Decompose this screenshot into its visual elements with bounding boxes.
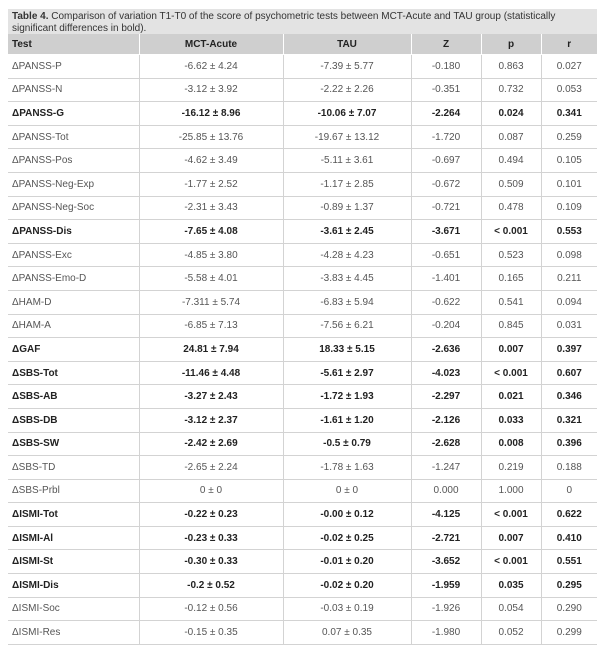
cell-tau: -0.01 ± 0.20: [283, 550, 411, 574]
table-row: [8, 456, 597, 480]
cell-test: ΔSBS-Prbl: [8, 479, 139, 503]
cell-p: 0.024: [481, 102, 541, 126]
cell-tau: -1.17 ± 2.85: [283, 172, 411, 196]
cell-z: -2.628: [411, 432, 481, 456]
cell-p: 0.052: [481, 621, 541, 645]
cell-z: -2.264: [411, 102, 481, 126]
cell-r: 0.397: [541, 338, 597, 362]
cell-r: 0.211: [541, 267, 597, 291]
cell-z: -4.125: [411, 503, 481, 527]
cell-test: ΔSBS-DB: [8, 408, 139, 432]
cell-r: 0.551: [541, 550, 597, 574]
cell-tau: -0.02 ± 0.25: [283, 526, 411, 550]
cell-r: 0.299: [541, 621, 597, 645]
cell-z: 0.000: [411, 479, 481, 503]
cell-tau: -10.06 ± 7.07: [283, 102, 411, 126]
cell-test: ΔISMI-Dis: [8, 574, 139, 598]
cell-mct-acute: -7.311 ± 5.74: [139, 290, 283, 314]
cell-tau: -3.61 ± 2.45: [283, 220, 411, 244]
cell-mct-acute: -6.85 ± 7.13: [139, 314, 283, 338]
cell-mct-acute: -0.15 ± 0.35: [139, 621, 283, 645]
cell-test: ΔISMI-Soc: [8, 597, 139, 621]
cell-p: 0.219: [481, 456, 541, 480]
cell-tau: -0.03 ± 0.19: [283, 597, 411, 621]
cell-z: -0.721: [411, 196, 481, 220]
cell-p: 0.845: [481, 314, 541, 338]
cell-z: -0.180: [411, 55, 481, 79]
cell-r: 0.321: [541, 408, 597, 432]
cell-p: 0.165: [481, 267, 541, 291]
cell-test: ΔPANSS-Emo-D: [8, 267, 139, 291]
cell-tau: -1.72 ± 1.93: [283, 385, 411, 409]
cell-mct-acute: -0.30 ± 0.33: [139, 550, 283, 574]
cell-tau: -5.11 ± 3.61: [283, 149, 411, 173]
table-row: [8, 408, 597, 432]
table-row: [8, 361, 597, 385]
cell-tau: -7.39 ± 5.77: [283, 55, 411, 79]
cell-mct-acute: 0 ± 0: [139, 479, 283, 503]
table-row: [8, 503, 597, 527]
cell-r: 0.027: [541, 55, 597, 79]
cell-test: ΔHAM-D: [8, 290, 139, 314]
cell-test: ΔPANSS-Dis: [8, 220, 139, 244]
table-row: [8, 243, 597, 267]
cell-p: < 0.001: [481, 220, 541, 244]
cell-test: ΔPANSS-Pos: [8, 149, 139, 173]
table-row: [8, 220, 597, 244]
cell-tau: -1.61 ± 1.20: [283, 408, 411, 432]
cell-test: ΔHAM-A: [8, 314, 139, 338]
table-row: [8, 267, 597, 291]
cell-z: -0.204: [411, 314, 481, 338]
cell-tau: -3.83 ± 4.45: [283, 267, 411, 291]
cell-mct-acute: -2.31 ± 3.43: [139, 196, 283, 220]
cell-tau: -7.56 ± 6.21: [283, 314, 411, 338]
cell-tau: 18.33 ± 5.15: [283, 338, 411, 362]
cell-r: 0.622: [541, 503, 597, 527]
cell-r: 0.105: [541, 149, 597, 173]
results-table: [8, 34, 597, 645]
cell-z: -0.651: [411, 243, 481, 267]
cell-z: -1.720: [411, 125, 481, 149]
cell-tau: -6.83 ± 5.94: [283, 290, 411, 314]
cell-r: 0.290: [541, 597, 597, 621]
table-row: [8, 526, 597, 550]
cell-mct-acute: -3.27 ± 2.43: [139, 385, 283, 409]
cell-z: -0.351: [411, 78, 481, 102]
column-header-tau: TAU: [283, 34, 411, 55]
cell-z: -2.297: [411, 385, 481, 409]
cell-mct-acute: -0.22 ± 0.23: [139, 503, 283, 527]
cell-p: 0.008: [481, 432, 541, 456]
cell-p: 0.494: [481, 149, 541, 173]
cell-test: ΔGAF: [8, 338, 139, 362]
cell-test: ΔPANSS-Exc: [8, 243, 139, 267]
cell-r: 0.410: [541, 526, 597, 550]
cell-test: ΔPANSS-Neg-Exp: [8, 172, 139, 196]
cell-tau: -0.89 ± 1.37: [283, 196, 411, 220]
cell-mct-acute: -0.2 ± 0.52: [139, 574, 283, 598]
table-row: [8, 78, 597, 102]
cell-z: -0.672: [411, 172, 481, 196]
cell-tau: -2.22 ± 2.26: [283, 78, 411, 102]
table-row: [8, 172, 597, 196]
table-row: [8, 290, 597, 314]
cell-r: 0: [541, 479, 597, 503]
cell-p: 1.000: [481, 479, 541, 503]
caption-label: Table 4.: [12, 11, 49, 22]
table-caption: [8, 9, 597, 34]
table-row: [8, 574, 597, 598]
cell-tau: 0 ± 0: [283, 479, 411, 503]
caption-text: Comparison of variation T1-T0 of the score of psychometric tests between MCT-Acute and TAU group (statistically significant differences in bold).: [12, 11, 556, 34]
table-row: [8, 125, 597, 149]
cell-z: -0.697: [411, 149, 481, 173]
cell-mct-acute: 24.81 ± 7.94: [139, 338, 283, 362]
cell-p: 0.863: [481, 55, 541, 79]
cell-mct-acute: -6.62 ± 4.24: [139, 55, 283, 79]
cell-tau: 0.07 ± 0.35: [283, 621, 411, 645]
cell-test: ΔPANSS-N: [8, 78, 139, 102]
cell-z: -4.023: [411, 361, 481, 385]
cell-r: 0.098: [541, 243, 597, 267]
table-row: [8, 314, 597, 338]
cell-r: 0.341: [541, 102, 597, 126]
cell-mct-acute: -3.12 ± 2.37: [139, 408, 283, 432]
cell-r: 0.553: [541, 220, 597, 244]
table-row: [8, 479, 597, 503]
cell-z: -2.721: [411, 526, 481, 550]
table-row: [8, 597, 597, 621]
cell-r: 0.094: [541, 290, 597, 314]
cell-z: -1.959: [411, 574, 481, 598]
cell-mct-acute: -25.85 ± 13.76: [139, 125, 283, 149]
cell-z: -0.622: [411, 290, 481, 314]
cell-mct-acute: -4.85 ± 3.80: [139, 243, 283, 267]
cell-mct-acute: -11.46 ± 4.48: [139, 361, 283, 385]
cell-test: ΔISMI-Res: [8, 621, 139, 645]
cell-test: ΔISMI-St: [8, 550, 139, 574]
cell-tau: -5.61 ± 2.97: [283, 361, 411, 385]
cell-mct-acute: -16.12 ± 8.96: [139, 102, 283, 126]
cell-test: ΔSBS-TD: [8, 456, 139, 480]
cell-mct-acute: -0.12 ± 0.56: [139, 597, 283, 621]
cell-test: ΔPANSS-Tot: [8, 125, 139, 149]
cell-tau: -0.02 ± 0.20: [283, 574, 411, 598]
cell-p: 0.087: [481, 125, 541, 149]
cell-p: 0.732: [481, 78, 541, 102]
table-row: [8, 55, 597, 79]
cell-mct-acute: -0.23 ± 0.33: [139, 526, 283, 550]
cell-tau: -19.67 ± 13.12: [283, 125, 411, 149]
cell-mct-acute: -5.58 ± 4.01: [139, 267, 283, 291]
table-container: [8, 9, 597, 645]
cell-z: -1.247: [411, 456, 481, 480]
table-row: [8, 550, 597, 574]
cell-p: < 0.001: [481, 503, 541, 527]
header-row: [8, 34, 597, 55]
cell-tau: -1.78 ± 1.63: [283, 456, 411, 480]
cell-z: -2.636: [411, 338, 481, 362]
cell-test: ΔPANSS-P: [8, 55, 139, 79]
cell-mct-acute: -1.77 ± 2.52: [139, 172, 283, 196]
cell-z: -1.926: [411, 597, 481, 621]
table-row: [8, 385, 597, 409]
cell-p: 0.007: [481, 526, 541, 550]
cell-r: 0.053: [541, 78, 597, 102]
cell-r: 0.295: [541, 574, 597, 598]
cell-z: -1.980: [411, 621, 481, 645]
cell-p: < 0.001: [481, 550, 541, 574]
cell-mct-acute: -7.65 ± 4.08: [139, 220, 283, 244]
column-header-p: p: [481, 34, 541, 55]
cell-r: 0.346: [541, 385, 597, 409]
cell-test: ΔISMI-Tot: [8, 503, 139, 527]
cell-p: 0.478: [481, 196, 541, 220]
cell-test: ΔPANSS-G: [8, 102, 139, 126]
cell-tau: -0.00 ± 0.12: [283, 503, 411, 527]
table-row: [8, 196, 597, 220]
table-row: [8, 102, 597, 126]
cell-r: 0.396: [541, 432, 597, 456]
table-body: [8, 55, 597, 645]
cell-r: 0.607: [541, 361, 597, 385]
cell-mct-acute: -2.42 ± 2.69: [139, 432, 283, 456]
cell-tau: -0.5 ± 0.79: [283, 432, 411, 456]
cell-test: ΔSBS-SW: [8, 432, 139, 456]
table-row: [8, 149, 597, 173]
cell-p: 0.035: [481, 574, 541, 598]
column-header-test: Test: [8, 34, 139, 55]
column-header-z: Z: [411, 34, 481, 55]
cell-z: -1.401: [411, 267, 481, 291]
cell-p: 0.054: [481, 597, 541, 621]
cell-z: -2.126: [411, 408, 481, 432]
cell-r: 0.188: [541, 456, 597, 480]
table-row: [8, 621, 597, 645]
cell-p: 0.509: [481, 172, 541, 196]
cell-r: 0.259: [541, 125, 597, 149]
cell-mct-acute: -4.62 ± 3.49: [139, 149, 283, 173]
cell-test: ΔSBS-AB: [8, 385, 139, 409]
cell-test: ΔISMI-Al: [8, 526, 139, 550]
cell-mct-acute: -2.65 ± 2.24: [139, 456, 283, 480]
cell-p: 0.021: [481, 385, 541, 409]
cell-p: 0.523: [481, 243, 541, 267]
column-header-mct-acute: MCT-Acute: [139, 34, 283, 55]
cell-p: < 0.001: [481, 361, 541, 385]
cell-r: 0.109: [541, 196, 597, 220]
cell-z: -3.652: [411, 550, 481, 574]
cell-p: 0.033: [481, 408, 541, 432]
table-row: [8, 338, 597, 362]
table-header: [8, 34, 597, 55]
cell-p: 0.541: [481, 290, 541, 314]
cell-tau: -4.28 ± 4.23: [283, 243, 411, 267]
cell-p: 0.007: [481, 338, 541, 362]
column-header-r: r: [541, 34, 597, 55]
cell-r: 0.101: [541, 172, 597, 196]
table-row: [8, 432, 597, 456]
cell-r: 0.031: [541, 314, 597, 338]
cell-z: -3.671: [411, 220, 481, 244]
cell-mct-acute: -3.12 ± 3.92: [139, 78, 283, 102]
cell-test: ΔSBS-Tot: [8, 361, 139, 385]
cell-test: ΔPANSS-Neg-Soc: [8, 196, 139, 220]
